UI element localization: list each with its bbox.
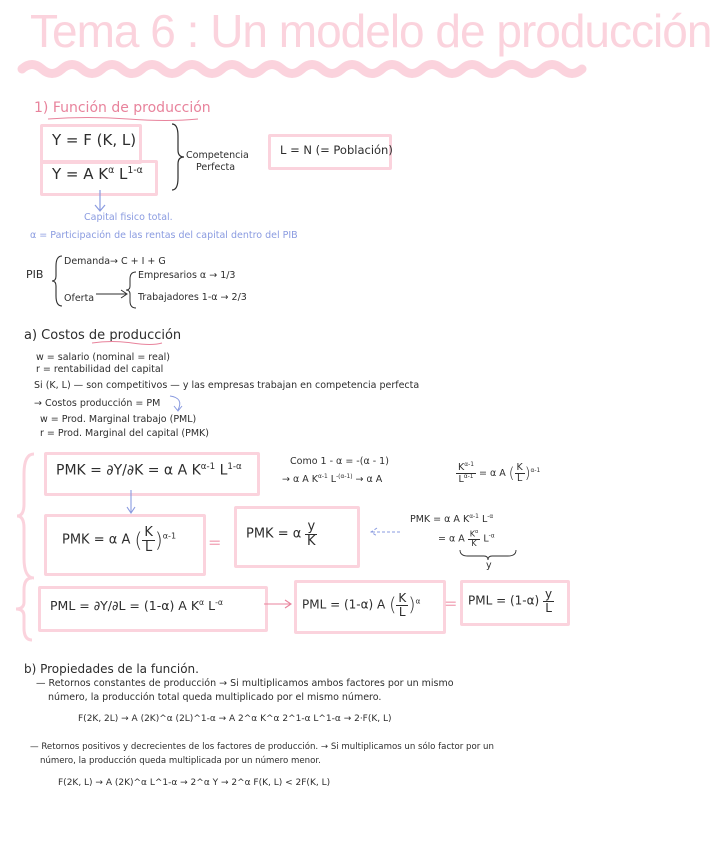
cobb-douglas-function: Y = A $K^\alpha$ $L^{1-\alpha}$ bbox=[52, 165, 143, 183]
pmk-average: PMK = α $\frac{y}{K}$ bbox=[246, 519, 316, 549]
equals-sign: = bbox=[208, 533, 222, 552]
costos-line: → Costos producción = PM bbox=[34, 398, 161, 409]
arrow-left-icon bbox=[368, 526, 402, 538]
returns-constant-line1: — Retornos constantes de producción → Si multiplicamos ambos factores por un mismo bbox=[36, 678, 454, 689]
exponent-rewrite: → α A $K^{\alpha-1}$ $L^{-(\alpha-1)} \to \alpha$ A bbox=[282, 474, 383, 486]
w-equation: w = Prod. Marginal trabajo (PML) bbox=[40, 414, 197, 425]
heading-underline bbox=[92, 340, 162, 346]
page-title: Tema 6 : Un modelo de producción bbox=[30, 5, 711, 57]
pmk-derivative: PMK = ∂Y/∂K = α A $K^{\alpha-1}$ $L^{1-\alpha}$ bbox=[56, 462, 242, 479]
r-equation: r = Prod. Marginal del capital (PMK) bbox=[40, 428, 209, 439]
returns-decreasing-line1: — Retornos positivos y decrecientes de los factores de producción. → Si multiplicamos un sólo factor por un bbox=[30, 742, 494, 752]
curly-brace bbox=[124, 270, 138, 310]
pib-label: PIB bbox=[26, 268, 44, 281]
curly-brace bbox=[168, 122, 188, 192]
section-heading-1: 1) Función de producción bbox=[34, 100, 211, 116]
pml-average: PML = (1-α) $\frac{y}{L}$ bbox=[468, 587, 553, 615]
curved-arrow-icon bbox=[166, 394, 190, 414]
alpha-note: α = Participación de las rentas del capital dentro del PIB bbox=[30, 230, 298, 241]
pmk-derivation-1: PMK = α A $K^{\alpha-1}$ $L^{-\alpha}$ bbox=[410, 514, 494, 526]
competition-condition: Si (K, L) — son competitivos — y las empresas trabajan en competencia perfecta bbox=[34, 380, 420, 391]
demanda-label: Demanda bbox=[64, 256, 111, 267]
labor-equation: L = N (= Población) bbox=[280, 143, 393, 157]
returns-constant-equation: F(2K, 2L) → A (2K)^α (2L)^1-α → A 2^α K^α 2^1-α L^1-α → 2·F(K, L) bbox=[78, 714, 392, 724]
demanda-equation: → C + I + G bbox=[110, 256, 166, 267]
competencia-label: Competencia bbox=[186, 150, 249, 161]
curly-brace bbox=[50, 254, 64, 308]
trabajadores-share: Trabajadores 1-α → 2/3 bbox=[138, 292, 247, 303]
empresarios-share: Empresarios α → 1/3 bbox=[138, 270, 236, 281]
perfecta-label: Perfecta bbox=[196, 162, 236, 173]
section-heading-a: a) Costos de producción bbox=[24, 328, 182, 343]
pml-derivative: PML = ∂Y/∂L = (1-α) A $K^\alpha$ $L^{-\alpha}$ bbox=[50, 598, 223, 614]
returns-constant-line2: número, la producción total queda multiplicado por el mismo número. bbox=[48, 692, 382, 703]
output-y-label: y bbox=[486, 560, 492, 571]
exponent-note: Como 1 - α = -(α - 1) bbox=[290, 456, 389, 467]
pmk-derivation-2: = α A $\frac{K^\alpha}{K}$ $L^{-\alpha}$ bbox=[438, 529, 495, 549]
returns-decreasing-line2: número, la producción queda multiplicada por un número menor. bbox=[40, 756, 321, 766]
returns-decreasing-equation: F(2K, L) → A (2K)^α L^1-α → 2^α Y → 2^α F(K, L) < 2F(K, L) bbox=[58, 778, 331, 788]
w-definition: w = salario (nominal = real) bbox=[36, 352, 171, 363]
title-underline-decoration bbox=[22, 60, 582, 78]
capital-note: Capital fisico total. bbox=[84, 212, 173, 223]
curly-brace bbox=[14, 452, 38, 582]
general-function: Y = F (K, L) bbox=[52, 131, 137, 149]
r-definition: r = rentabilidad del capital bbox=[36, 364, 164, 375]
oferta-label: Oferta bbox=[64, 293, 95, 304]
curly-brace bbox=[12, 576, 36, 644]
equals-sign: = bbox=[444, 594, 458, 613]
arrow-down-icon bbox=[124, 490, 138, 516]
section-heading-b: b) Propiedades de la función. bbox=[24, 662, 199, 676]
arrow-right-icon bbox=[264, 598, 296, 610]
pml-ratio: PML = (1-α) A ( $\frac{K}{L}$ )$^\alpha$ bbox=[302, 591, 421, 619]
pmk-ratio: PMK = α A ( $\frac{K}{L}$ )$^{\alpha-1}$ bbox=[62, 525, 177, 555]
exponent-fraction: $\frac{K^{\alpha-1}}{L^{\alpha-1}}$ = α A ( $\frac{K}{L}$ )$^{\alpha-1}$ bbox=[458, 462, 541, 486]
